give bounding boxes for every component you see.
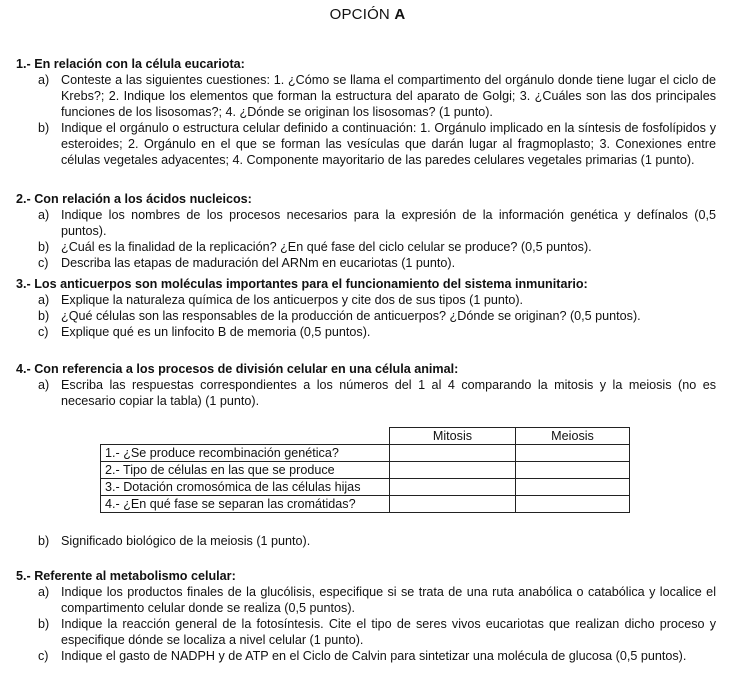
question-1-heading: 1.- En relación con la célula eucariota: xyxy=(16,57,245,71)
item-text: ¿Cuál es la finalidad de la replicación? ¿En qué fase del ciclo celular se produce? (0,5 puntos). xyxy=(61,240,592,254)
cell-mitosis xyxy=(389,462,515,479)
question-3-b xyxy=(16,308,716,324)
question-2-b xyxy=(16,239,716,255)
table-row xyxy=(101,462,630,479)
question-5-b xyxy=(16,616,716,648)
question-4-b-block xyxy=(16,533,716,549)
item-label: b) xyxy=(38,121,50,135)
question-5-heading: 5.- Referente al metabolismo celular: xyxy=(16,569,236,583)
item-label: a) xyxy=(38,73,50,87)
row-label: 2.- Tipo de células en las que se produce xyxy=(101,462,390,479)
item-label: b) xyxy=(38,534,50,548)
cell-meiosis xyxy=(516,496,630,513)
item-label: c) xyxy=(38,256,49,270)
item-text: Indique el orgánulo o estructura celular definido a continuación: 1. Orgánulo implicado en la síntesis de fosfolípidos y esteroides; 2. Orgánulo en el que se forman las vesículas que darán lugar al fragmoplasto; 3. Conexiones entre células vegetales adyacentes; 4. Componente mayoritario de las paredes celulares vegetales primarias (1 punto). xyxy=(61,121,716,167)
comparison-table xyxy=(100,427,630,513)
item-label: b) xyxy=(38,309,50,323)
table-row xyxy=(101,496,630,513)
question-3-c xyxy=(16,324,716,340)
row-label: 4.- ¿En qué fase se separan las cromátidas? xyxy=(101,496,390,513)
cell-mitosis xyxy=(389,479,515,496)
cell-meiosis xyxy=(516,445,630,462)
item-text: Indique los productos finales de la glucólisis, especifique si se trata de una ruta anabólica o catabólica y localice el compartimento celular donde se realiza (0,5 puntos). xyxy=(61,585,716,615)
item-label: a) xyxy=(38,293,50,307)
item-text: Escriba las respuestas correspondientes a los números del 1 al 4 comparando la mitosis y la meiosis (no es necesario copiar la tabla) (1 punto). xyxy=(61,378,716,408)
column-header-meiosis: Meiosis xyxy=(516,428,630,445)
question-5 xyxy=(16,568,716,664)
cell-meiosis xyxy=(516,479,630,496)
question-5-c xyxy=(16,648,716,664)
table-row xyxy=(101,479,630,496)
table-header-row xyxy=(101,428,630,445)
question-3-heading: 3.- Los anticuerpos son moléculas importantes para el funcionamiento del sistema inmunitario: xyxy=(16,277,588,291)
question-1-b xyxy=(16,120,716,168)
item-label: b) xyxy=(38,240,50,254)
question-2-heading: 2.- Con relación a los ácidos nucleicos: xyxy=(16,192,252,206)
question-2-c xyxy=(16,255,716,271)
column-header-mitosis: Mitosis xyxy=(389,428,515,445)
cell-mitosis xyxy=(389,445,515,462)
row-label: 1.- ¿Se produce recombinación genética? xyxy=(101,445,390,462)
title-letter: A xyxy=(394,6,406,23)
item-text: Indique la reacción general de la fotosíntesis. Cite el tipo de seres vivos eucariotas que realizan dicho proceso y especifique dónde se localiza a nivel celular (1 punto). xyxy=(61,617,716,647)
question-4-b xyxy=(16,533,716,549)
item-text: Significado biológico de la meiosis (1 punto). xyxy=(61,534,311,548)
question-1 xyxy=(16,56,716,168)
item-text: Conteste a las siguientes cuestiones: 1. ¿Cómo se llama el compartimento del orgánulo donde tiene lugar el ciclo de Krebs?; 2. Indique los elementos que forman la estructura del aparato de Golgi; 3. ¿Cuáles son las dos principales funciones de los lisosomas?; 4. ¿Dónde se originan los lisosomas? (1 punto). xyxy=(61,73,716,119)
item-label: a) xyxy=(38,585,50,599)
table-row xyxy=(101,445,630,462)
item-text: ¿Qué células son las responsables de la producción de anticuerpos? ¿Dónde se originan? (0,5 puntos). xyxy=(61,309,641,323)
title-prefix: OPCIÓN xyxy=(329,6,395,23)
item-text: Indique los nombres de los procesos necesarios para la expresión de la información genética y defínalos (0,5 puntos). xyxy=(61,208,716,238)
question-5-a xyxy=(16,584,716,616)
item-text: Indique el gasto de NADPH y de ATP en el Ciclo de Calvin para sintetizar una molécula de glucosa (0,5 puntos). xyxy=(61,649,687,663)
question-4-heading: 4.- Con referencia a los procesos de división celular en una célula animal: xyxy=(16,362,459,376)
question-2-a xyxy=(16,207,716,239)
question-2 xyxy=(16,191,716,271)
cell-meiosis xyxy=(516,462,630,479)
item-label: c) xyxy=(38,649,49,663)
question-4 xyxy=(16,361,716,409)
item-text: Describa las etapas de maduración del ARNm en eucariotas (1 punto). xyxy=(61,256,456,270)
item-text: Explique qué es un linfocito B de memoria (0,5 puntos). xyxy=(61,325,371,339)
item-label: a) xyxy=(38,378,50,392)
question-4-a xyxy=(16,377,716,409)
item-label: b) xyxy=(38,617,50,631)
cell-mitosis xyxy=(389,496,515,513)
item-label: a) xyxy=(38,208,50,222)
page-title xyxy=(0,6,735,23)
question-3 xyxy=(16,276,716,340)
item-label: c) xyxy=(38,325,49,339)
row-label: 3.- Dotación cromosómica de las células hijas xyxy=(101,479,390,496)
item-text: Explique la naturaleza química de los anticuerpos y cite dos de sus tipos (1 punto). xyxy=(61,293,524,307)
question-1-a xyxy=(16,72,716,120)
table-corner xyxy=(101,428,390,445)
question-3-a xyxy=(16,292,716,308)
